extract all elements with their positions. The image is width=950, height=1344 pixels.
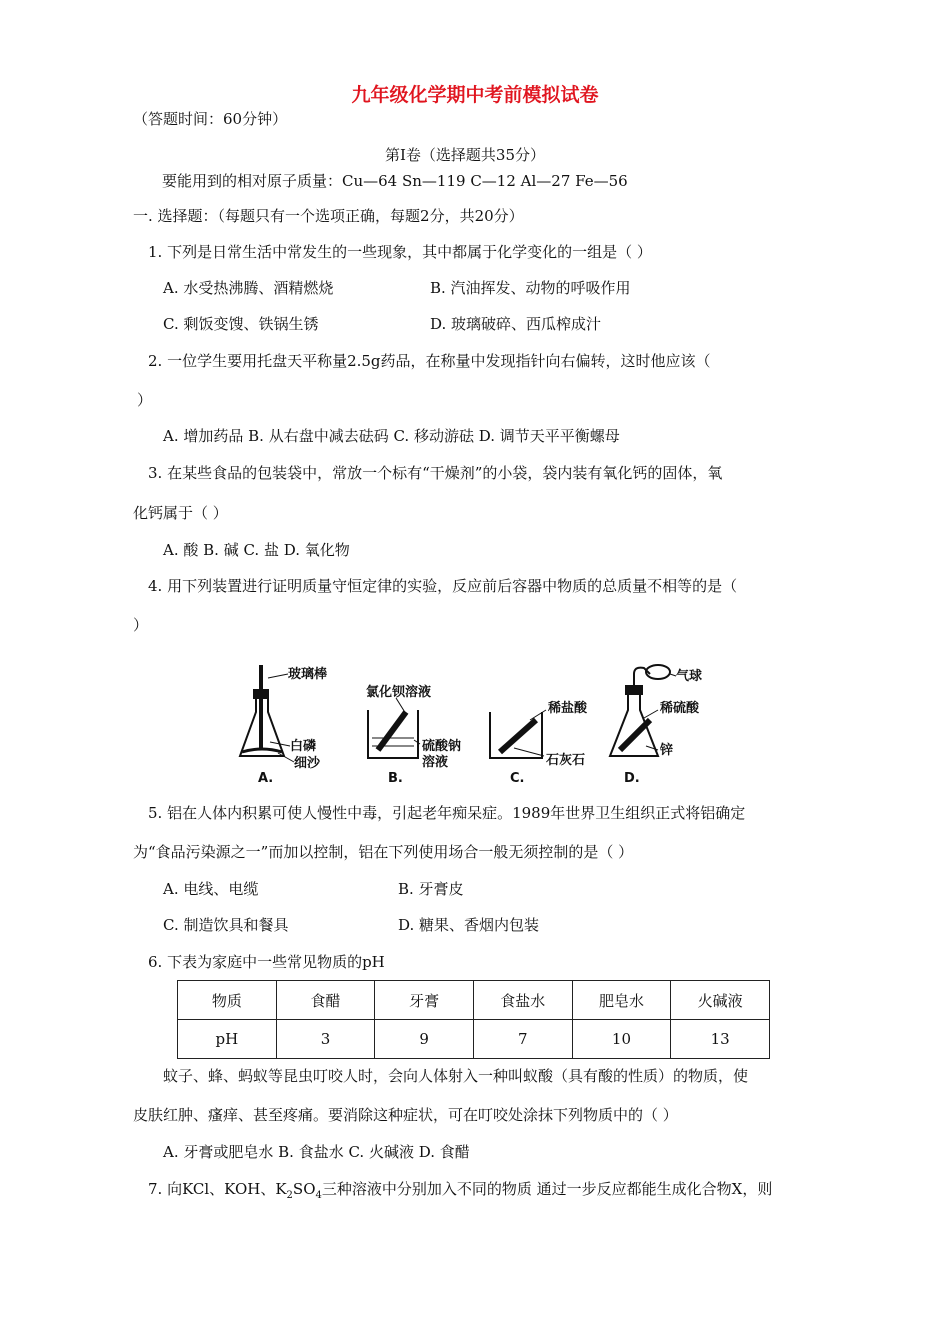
table-row <box>178 1020 770 1059</box>
question-1-option-b: B. 汽油挥发、动物的呼吸作用 <box>430 279 631 297</box>
question-1-stem: 1. 下列是日常生活中常发生的一些现象，其中都属于化学变化的一组是（ ） <box>148 243 652 261</box>
table-cell: 9 <box>375 1020 474 1059</box>
question-1-option-c: C. 剩饭变馊、铁锅生锈 <box>163 315 319 333</box>
table-cell: 火碱液 <box>671 981 770 1020</box>
question-3-stem-cont: 化钙属于（ ） <box>133 504 228 522</box>
question-7-stem-part: 三种溶液中分别加入不同的物质 通过一步反应都能生成化合物X，则 <box>321 1180 773 1198</box>
page-title: 九年级化学期中考前模拟试卷 <box>351 84 599 106</box>
label-d: D. <box>624 771 640 786</box>
section-title: 第Ⅰ卷（选择题共35分） <box>385 146 546 164</box>
apparatus-b <box>368 698 420 758</box>
question-1-option-d: D. 玻璃破碎、西瓜榨成汁 <box>430 315 602 333</box>
question-6-text-2: 皮肤红肿、瘙痒、甚至疼痛。要消除这种症状，可在叮咬处涂抹下列物质中的（ ） <box>133 1106 678 1124</box>
label-b: B. <box>388 771 403 786</box>
table-cell: 物质 <box>178 981 277 1020</box>
label-h2so4: 稀硫酸 <box>660 701 700 716</box>
ph-table <box>177 980 770 1059</box>
table-cell: 食醋 <box>276 981 375 1020</box>
question-3-stem: 3. 在某些食品的包装袋中，常放一个标有“干燥剂”的小袋，袋内装有氧化钙的固体，氧 <box>148 464 723 482</box>
label-na2so4: 硫酸钠 <box>422 739 462 754</box>
question-4-stem: 4. 用下列装置进行证明质量守恒定律的实验，反应前后容器中物质的总质量不相等的是（ <box>148 577 738 595</box>
table-cell: 13 <box>671 1020 770 1059</box>
table-cell: 牙膏 <box>375 981 474 1020</box>
atomic-mass-note: 要能用到的相对原子质量：Cu—64 Sn—119 C—12 Al—27 Fe—56 <box>162 172 628 190</box>
question-6-stem: 6. 下表为家庭中一些常见物质的pH <box>148 953 385 971</box>
question-7-stem-part: SO <box>292 1180 316 1198</box>
question-4-stem-cont: ） <box>133 616 149 634</box>
table-cell: 3 <box>276 1020 375 1059</box>
question-5-option-b: B. 牙膏皮 <box>398 880 464 898</box>
label-hcl: 稀盐酸 <box>548 701 588 716</box>
label-zinc: 锌 <box>660 743 674 758</box>
question-2-stem: 2. 一位学生要用托盘天平称量2.5g药品，在称量中发现指针向右偏转，这时他应该（ <box>148 352 711 370</box>
table-cell: 肥皂水 <box>572 981 671 1020</box>
question-5-option-c: C. 制造饮具和餐具 <box>163 916 289 934</box>
question-3-options: A. 酸 B. 碱 C. 盐 D. 氧化物 <box>163 541 350 559</box>
table-cell: 食盐水 <box>473 981 572 1020</box>
label-fine-sand: 细沙 <box>294 756 321 771</box>
question-7-stem-part: 7. 向KCl、KOH、K <box>148 1180 287 1198</box>
question-5-stem: 5. 铝在人体内积累可使人慢性中毒，引起老年痴呆症。1989年世界卫生组织正式将铝确定 <box>148 804 746 822</box>
label-limestone: 石灰石 <box>546 753 586 768</box>
label-white-phosphorus: 白磷 <box>290 739 317 754</box>
table-header-row <box>178 981 770 1020</box>
label-c: C. <box>510 771 525 786</box>
label-balloon: 气球 <box>676 669 703 684</box>
table-cell: 10 <box>572 1020 671 1059</box>
question-2-stem-cont: ） <box>137 391 153 409</box>
table-cell: 7 <box>473 1020 572 1059</box>
label-glass-rod: 玻璃棒 <box>288 667 328 682</box>
question-7-stem <box>148 1178 772 1201</box>
question-1-option-a: A. 水受热沸腾、酒精燃烧 <box>163 279 334 297</box>
question-6-options: A. 牙膏或肥皂水 B. 食盐水 C. 火碱液 D. 食醋 <box>163 1143 470 1161</box>
subscript: 2 <box>286 1190 293 1201</box>
question-2-options: A. 增加药品 B. 从右盘中减去砝码 C. 移动游砝 D. 调节天平平衡螺母 <box>163 427 620 445</box>
question-5-stem-cont: 为“食品污染源之一”而加以控制，铝在下列使用场合一般无须控制的是（ ） <box>133 843 634 861</box>
question-6-text-1: 蚊子、蜂、蚂蚁等昆虫叮咬人时，会向人体射入一种叫蚁酸（具有酸的性质）的物质，使 <box>163 1067 749 1085</box>
time-note: （答题时间：60分钟） <box>133 110 288 128</box>
label-bacl2: 氯化钡溶液 <box>366 685 432 700</box>
apparatus-c <box>490 710 546 758</box>
question-5-option-a: A. 电线、电缆 <box>163 880 259 898</box>
apparatus-a <box>240 665 294 762</box>
apparatus-figure <box>230 660 710 790</box>
label-solution: 溶液 <box>422 755 449 770</box>
question-5-option-d: D. 糖果、香烟内包装 <box>398 916 540 934</box>
label-a: A. <box>258 771 274 786</box>
table-cell: pH <box>178 1020 277 1059</box>
part-heading: 一. 选择题：（每题只有一个选项正确，每题2分，共20分） <box>133 207 524 225</box>
subscript: 4 <box>315 1190 322 1201</box>
